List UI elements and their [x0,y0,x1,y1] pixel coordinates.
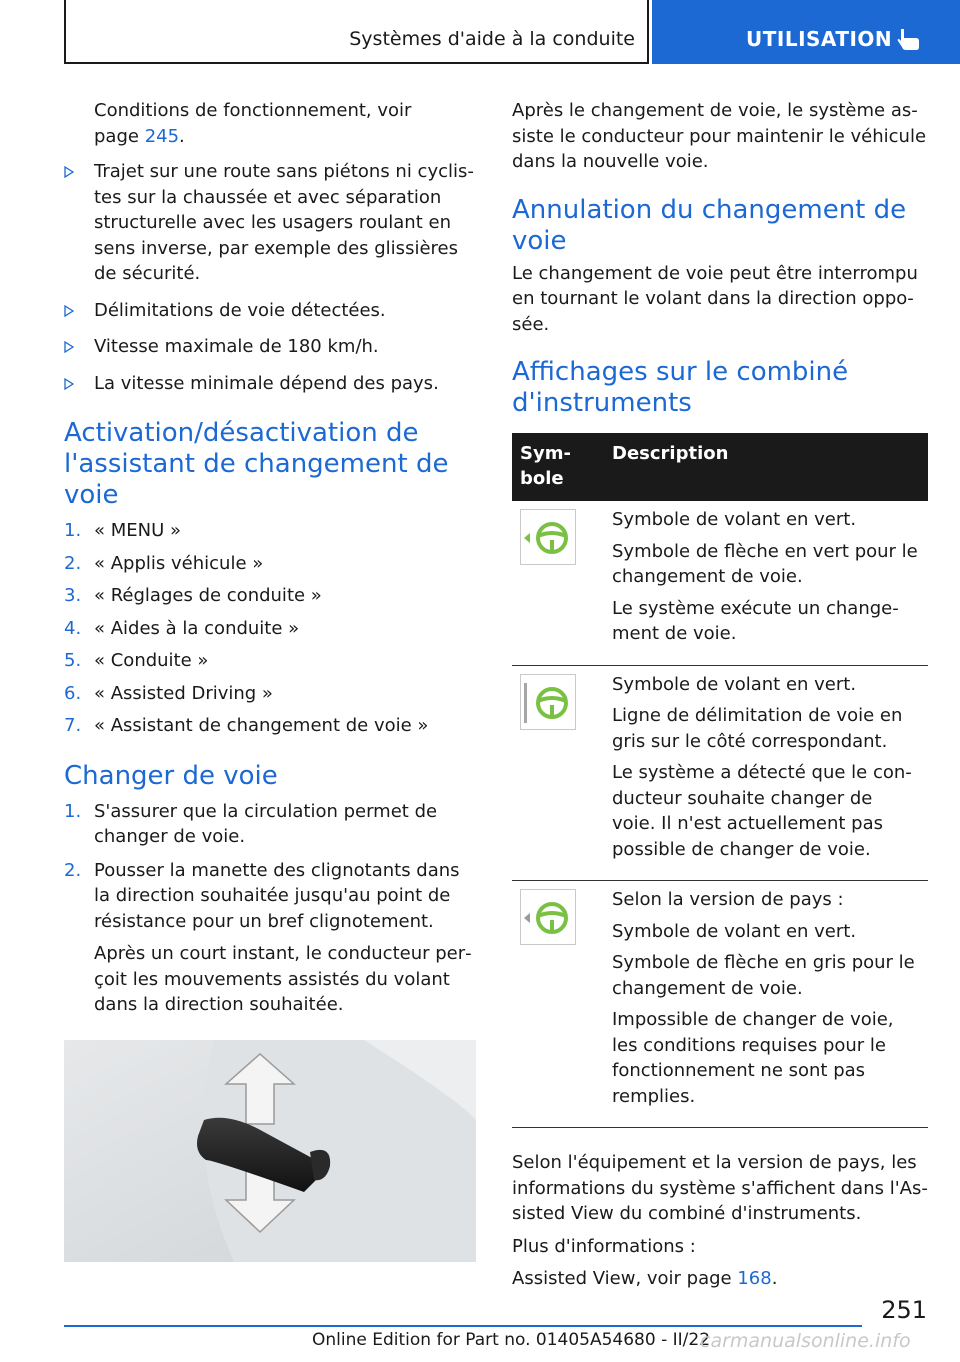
right-column [512,98,928,1292]
heading-activation: Activation/désactivation de l'assistant de changement de voie [64,418,449,510]
step-text: « Assisted Driving » [94,682,273,704]
bullet-text: Délimitations de voie détectées. [94,299,386,321]
step-text: Pousser la manette des clignotants dans la direction souhaitée jusqu'au point de résistance pour un bref clignotement. [94,859,460,932]
row-description-line: Le système exécute un changement de voie. [612,597,899,644]
step-item [64,616,476,642]
row-description-line: Le système a détecté que le conducteur souhaite changer de voie. Il n'est actuellement pas possible de changer de voie. [612,762,912,860]
list-item [64,334,476,360]
header-section-box [64,0,649,64]
steering-wheel-green-arrow-icon [520,509,576,565]
step-number: 1. [64,800,82,822]
turn-signal-illustration [64,1040,476,1262]
assisted-view-prefix: Assisted View, voir page [512,1268,738,1289]
row-description-line: Impossible de changer de voie, les conditions requises pour le fonctionnement ne sont pas remplies. [612,1009,894,1107]
bullet-text: Vitesse maximale de 180 km/h. [94,336,379,357]
col-symbol-header: Symbole [512,433,604,501]
row-description-line: Symbole de flèche en vert pour le changement de voie. [612,540,918,587]
step-number: 4. [64,617,82,639]
header-chapter-tab[interactable] [652,0,960,64]
step-text: « Assistant de changement de voie » [94,715,429,736]
triangle-bullet-icon [64,378,74,390]
table-row [512,665,928,881]
turn-signal-lever-image [64,1040,476,1262]
list-item [64,298,476,324]
step-item [64,681,476,707]
page-link-168[interactable]: 168 [737,1268,772,1289]
changer-steps [64,799,476,1018]
row-description-line: Selon la version de pays : [612,889,844,910]
step-item [64,583,476,609]
activation-steps [64,518,476,739]
step-text: « Conduite » [94,650,209,671]
row-description-line: Symbole de volant en vert. [612,509,857,530]
intro-page-prefix: page [94,125,145,147]
row-description-line: Symbole de flèche en gris pour le changement de voie. [612,952,915,999]
symbol-table [512,433,928,1128]
triangle-bullet-icon [64,341,74,353]
step-text: « Applis véhicule » [94,552,264,574]
conditions-list [64,159,476,396]
triangle-bullet-icon [64,166,74,178]
step-item [64,648,476,674]
footer-divider [64,1325,862,1327]
left-column [64,98,476,1262]
steering-wheel-green-gray-arrow-icon [520,889,576,945]
step-item [64,858,476,1018]
bullet-text: Trajet sur une route sans piétons ni cyclistes sur la chaussée et avec séparation structurelle avec les usagers roulant en sens inverse, par exemple des glissières de sécurité. [94,161,474,284]
table-row [512,881,928,1128]
step-subtext: Après un court instant, le conducteur perçoit les mouvements assistés du volant dans la direction souhaitée. [94,943,472,1015]
more-info-text: Plus d'informations : [512,1235,696,1257]
step-text: « Aides à la conduite » [94,617,300,639]
intro-text [64,98,476,149]
equipment-text: Selon l'équipement et la version de pays, les informations du système s'affichent dans l'Assisted View du combiné d'instruments. [512,1152,928,1224]
triangle-bullet-icon [64,305,74,317]
step-number: 2. [64,552,82,574]
heading-changer: Changer de voie [64,760,278,791]
page-link-245[interactable]: 245 [144,125,180,147]
watermark: carmanualsonline.info [700,1330,911,1352]
step-number: 1. [64,520,82,541]
pointing-hand-icon [896,27,922,51]
header-chapter-label: UTILISATION [746,27,893,51]
row-description-line: Ligne de délimitation de voie en gris sur le côté correspondant. [612,705,903,752]
page-number: 251 [881,1296,927,1324]
row-description-line: Symbole de volant en vert. [612,920,857,942]
intro-suffix: . [179,125,185,147]
heading-affichages: Affichages sur le combiné d'instruments [512,357,849,418]
annulation-text: Le changement de voie peut être interrompu en tournant le volant dans la direction opposée. [512,262,918,335]
row-description-line: Symbole de volant en vert. [612,673,857,695]
assisted-view-ref [512,1266,928,1292]
bullet-text: La vitesse minimale dépend des pays. [94,372,439,394]
step-text: S'assurer que la circulation permet de changer de voie. [94,800,438,847]
assisted-view-suffix: . [771,1268,778,1289]
step-text: « MENU » [94,520,182,541]
step-number: 7. [64,715,82,736]
table-header-row [512,433,928,501]
heading-annulation: Annulation du changement de voie [512,194,907,256]
step-item [64,518,476,544]
step-text: « Réglages de conduite » [94,585,322,606]
col-description-header: Description [604,433,928,501]
list-item [64,371,476,397]
list-item [64,159,476,287]
step-item [64,551,476,577]
after-change-text: Après le changement de voie, le système assiste le conducteur pour maintenir le véhicule dans la nouvelle voie. [512,100,927,172]
step-number: 5. [64,650,82,671]
step-number: 3. [64,585,82,606]
intro-line: Conditions de fonctionnement, voir [94,100,412,121]
step-number: 6. [64,682,82,704]
table-row [512,501,928,665]
step-item [64,713,476,739]
step-item [64,799,476,850]
header-section-title: Systèmes d'aide à la conduite [349,28,635,50]
steering-wheel-green-gray-line-icon [520,674,576,730]
step-number: 2. [64,859,82,881]
footer-edition: Online Edition for Part no. 01405A54680 - II/22 [312,1330,711,1350]
